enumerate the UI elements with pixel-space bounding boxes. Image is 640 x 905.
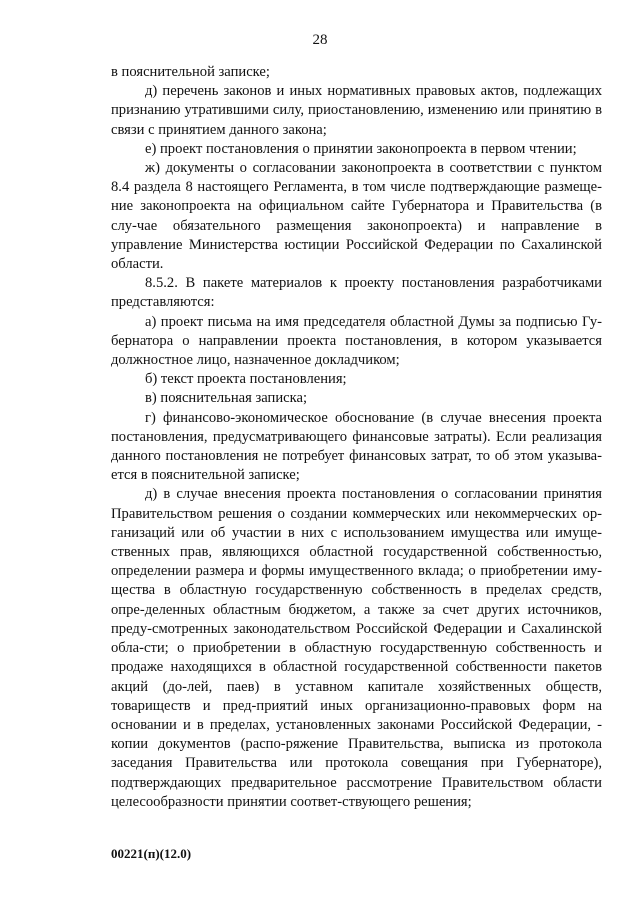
paragraph-item-zh-documents: ж) документы о согласовании законопроекта в соответствии с пунктом 8.4 раздела 8 настоящего Регламента, в том числе подтверждающие размеще-ние законопроекта на официальном сайте Губернатора и Правительства (в слу-чае обязательного размещения законопроекта) и направление в управление Министерства юстиции Российской Федерации по Сахалинской области.	[111, 160, 602, 273]
paragraph-section-8-5-2: 8.5.2. В пакете материалов к проекту постановления разработчиками представляются:	[111, 275, 602, 311]
footer-code: 00221(п)(12.0)	[111, 846, 192, 861]
paragraph-continuation: в пояснительной записке;	[111, 64, 270, 80]
paragraph-item-b-text: б) текст проекта постановления;	[145, 371, 347, 388]
paragraph-item-a-letter: а) проект письма на имя председателя областной Думы за подписью Гу-бернатора о направлении проекта постановления, в котором указывается должностное лицо, назначенное докладчиком;	[111, 313, 602, 369]
paragraph-item-g-financial: г) финансово-экономическое обоснование (в случае внесения проекта постановления, предусматривающего финансовые затраты). Если реализация данного постановления не потребует финансовых затрат, то об этом указыва-ется в пояснительной записке;	[111, 409, 602, 484]
paragraph-item-e-resolution: е) проект постановления о принятии законопроекта в первом чтении;	[145, 140, 577, 157]
paragraph-item-d-laws: д) перечень законов и иных нормативных правовых актов, подлежащих признанию утратившими силу, приостановлению, изменению или принятию в связи с принятием данного закона;	[111, 83, 602, 138]
paragraph-item-v-note: в) пояснительная записка;	[145, 390, 308, 407]
paragraph-item-d-approval: д) в случае внесения проекта постановления о согласовании принятия Правительством решения о создании коммерческих или некоммерческих ор-ганизаций или об участии в них с использованием имущества или имуще-ственных прав, являющихся областной государственной собственностью, определении размера и формы имущественного вклада; о приобретении иму-щества в областную государственную собственность в пределах средств, опре-деленных областным бюджетом, а также за счет других источников, преду-смотренных законодательством Российской Федерации и Сахалинской обла-сти; о приобретении в областную государственную собственность и продаже находящихся в областной государственной собственности пакетов акций (до-лей, паев) в уставном капитале хозяйственных обществ, товариществ и пред-приятий иных организационно-правовых форм на основании и в пределах, установленных законами Российской Федерации, - копии документов (распо-ряжение Правительства, выписка из протокола заседания Правительства или протокола совещания при Губернаторе), подтверждающих предварительное рассмотрение Правительством области целесообразности принятии соответ-ствующего решения;	[111, 486, 602, 810]
document-body	[111, 63, 602, 812]
page-number: 28	[312, 32, 328, 48]
